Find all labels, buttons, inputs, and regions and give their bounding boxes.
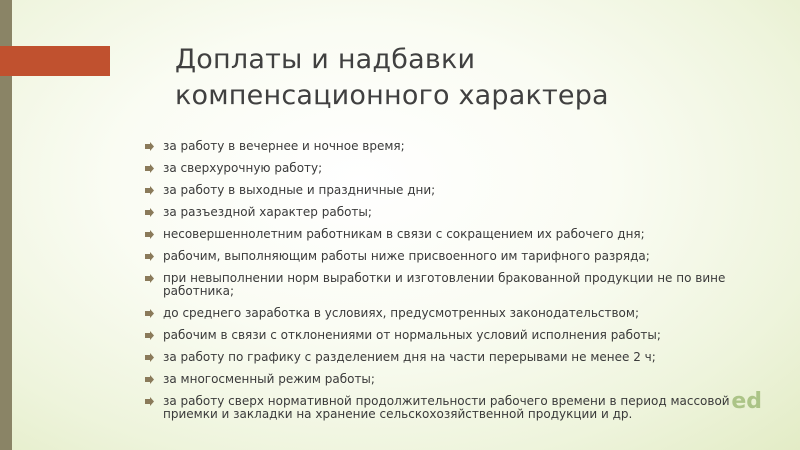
bullet-text: за разъездной характер работы; [163,205,372,219]
arrow-right-icon [145,230,154,239]
bullet-text: за сверхурочную работу; [163,161,323,175]
title-accent-bar [0,46,110,76]
bullet-text: рабочим, выполняющим работы ниже присвоенного им тарифного разряда; [163,249,650,263]
bullet-item [145,373,745,386]
bullet-text: при невыполнении норм выработки и изготовлении бракованной продукции не по вине работника; [163,271,726,298]
bullet-item [145,228,745,241]
bullet-item [145,140,745,153]
bullet-item [145,250,745,263]
arrow-right-icon [145,309,154,318]
watermark-logo: ed [731,389,762,414]
arrow-right-icon [145,353,154,362]
bullet-list [145,140,745,430]
slide-title-line-2: компенсационного характера [175,80,609,111]
arrow-right-icon [145,142,154,151]
arrow-right-icon [145,274,154,283]
arrow-right-icon [145,208,154,217]
bullet-item [145,307,745,320]
bullet-text: за работу по графику с разделением дня на части перерывами не менее 2 ч; [163,350,656,364]
bullet-item [145,272,745,298]
bullet-item [145,329,745,342]
arrow-right-icon [145,331,154,340]
bullet-text: за работу в вечернее и ночное время; [163,139,405,153]
arrow-right-icon [145,164,154,173]
bullet-item [145,206,745,219]
arrow-right-icon [145,186,154,195]
bullet-item [145,395,745,421]
bullet-text: рабочим в связи с отклонениями от нормальных условий исполнения работы; [163,328,661,342]
bullet-item [145,351,745,364]
bullet-item [145,184,745,197]
arrow-right-icon [145,397,154,406]
bullet-text: за многосменный режим работы; [163,372,375,386]
bullet-item [145,162,745,175]
bullet-text: за работу в выходные и праздничные дни; [163,183,436,197]
slide-title [175,42,755,114]
bullet-text: за работу сверх нормативной продолжительности рабочего времени в период массовой приемки и закладки на хранение сельскохозяйственной продукции и др. [163,394,730,421]
slide-title-line-1: Доплаты и надбавки [175,44,476,75]
arrow-right-icon [145,375,154,384]
bullet-text: несовершеннолетним работникам в связи с сокращением их рабочего дня; [163,227,645,241]
arrow-right-icon [145,252,154,261]
bullet-text: до среднего заработка в условиях, предусмотренных законодательством; [163,306,639,320]
